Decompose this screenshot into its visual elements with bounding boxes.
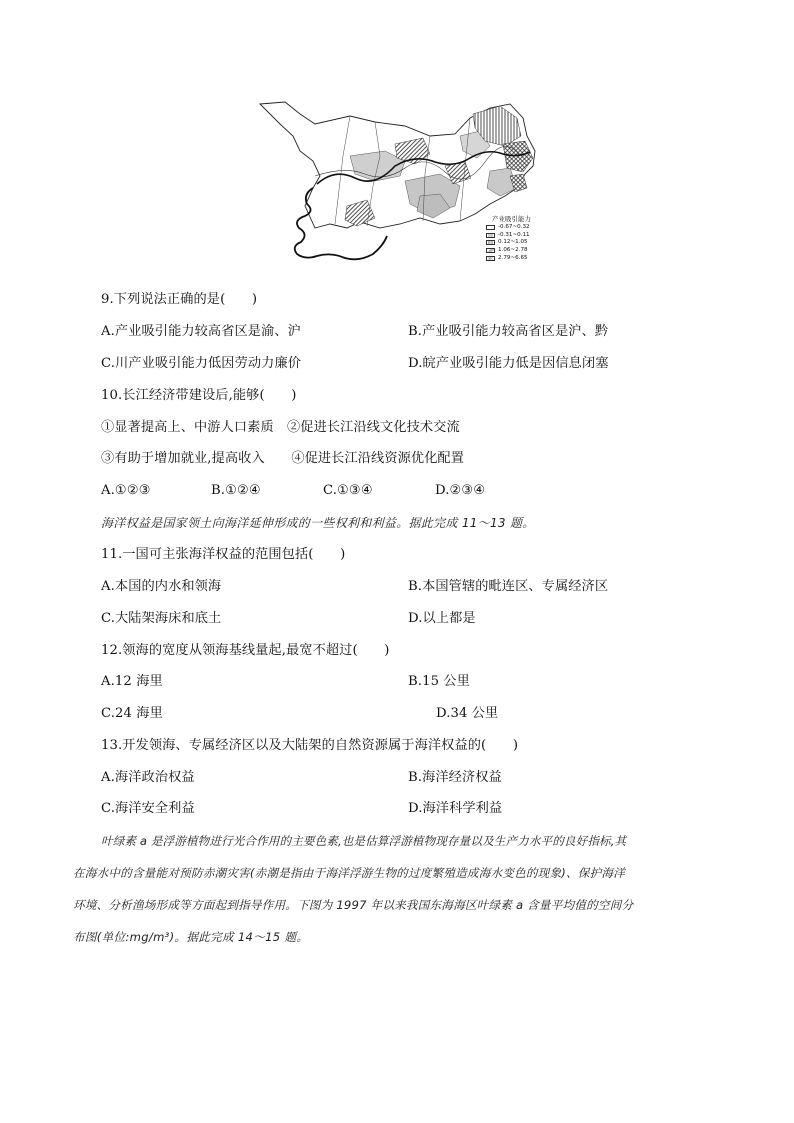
legend-item (486, 232, 556, 240)
legend-title: 产业吸引能力 (492, 215, 531, 223)
q9-option-b: B.产业吸引能力较高省区是沪、黔 (408, 324, 609, 339)
legend-item (486, 239, 556, 247)
legend-label: 0.12~1.05 (498, 239, 528, 246)
q12-option-b: B.15 公里 (408, 674, 470, 689)
q11-option-d: D.以上都是 (408, 611, 476, 626)
q11-option-c: C.大陆架海床和底土 (101, 611, 222, 626)
legend-swatch-cross-hatch (486, 256, 495, 261)
q12-stem: 12.领海的宽度从领海基线量起,最宽不超过( ) (101, 643, 390, 658)
legend-swatch-blank (486, 225, 495, 230)
intro-14-15-line-1: 叶绿素 a 是浮游植物进行光合作用的主要色素,也是估算浮游植物现存量以及生产力水平的良好指标,其 (101, 834, 627, 848)
intro-11-13: 海洋权益是国家领土向海洋延伸形成的一些权利和利益。据此完成 11～13 题。 (101, 516, 535, 530)
q11-option-a: A.本国的内水和领海 (101, 579, 222, 594)
q9-option-c: C.川产业吸引能力低因劳动力廉价 (101, 356, 302, 371)
q10-option-d: D.②③④ (435, 483, 486, 498)
q10-statements-2: ③有助于增加就业,提高收入 ④促进长江沿线资源优化配置 (101, 451, 465, 466)
q11-option-b: B.本国管辖的毗连区、专属经济区 (408, 579, 609, 594)
legend-item (486, 247, 556, 255)
q9-option-d: D.皖产业吸引能力低是因信息闭塞 (408, 356, 609, 371)
intro-14-15-line-2: 在海水中的含量能对预防赤潮灾害(赤潮是指由于海洋浮游生物的过度繁殖造成海水变色的现象)、保护海洋 (73, 866, 625, 880)
legend-swatch-light-gray (486, 233, 495, 238)
intro-14-15-line-4: 布图(单位:mg/m³)。据此完成 14～15 题。 (73, 930, 309, 944)
intro-14-15-line-3: 环境、分析渔场形成等方面起到指导作用。下图为 1997 年以来我国东海海区叶绿素 a 含量平均值的空间分 (73, 898, 634, 912)
legend-item (486, 224, 556, 232)
q10-statements-1: ①显著提高上、中游人口素质 ②促进长江沿线文化技术交流 (101, 420, 460, 435)
legend-label: -0.67~0.32 (498, 224, 530, 231)
q10-option-c: C.①③④ (323, 483, 373, 498)
legend-item (486, 254, 556, 262)
q12-option-d: D.34 公里 (436, 706, 499, 721)
q10-stem: 10.长江经济带建设后,能够( ) (101, 388, 297, 403)
legend-label: 2.79~6.65 (498, 254, 528, 261)
q10-option-a: A.①②③ (101, 483, 151, 498)
q12-option-c: C.24 海里 (101, 706, 163, 721)
legend-swatch-diagonal-lines (486, 248, 495, 253)
q10-option-b: B.①②④ (211, 483, 261, 498)
q11-stem: 11.一国可主张海洋权益的范围包括( ) (101, 547, 346, 562)
q9-stem: 9.下列说法正确的是( ) (101, 292, 258, 307)
legend-label: -0.31~0.11 (498, 231, 530, 238)
legend-swatch-vertical-lines (486, 240, 495, 245)
q13-option-c: C.海洋安全利益 (101, 801, 195, 816)
legend-label: 1.06~2.78 (498, 247, 528, 254)
q12-option-a: A.12 海里 (101, 674, 163, 689)
q13-stem: 13.开发领海、专属经济区以及大陆架的自然资源属于海洋权益的( ) (101, 738, 519, 753)
q13-option-a: A.海洋政治权益 (101, 770, 195, 785)
q9-option-a: A.产业吸引能力较高省区是渝、沪 (101, 324, 301, 339)
q13-option-b: B.海洋经济权益 (408, 770, 502, 785)
q13-option-d: D.海洋科学利益 (408, 801, 503, 816)
map-legend (486, 214, 556, 262)
